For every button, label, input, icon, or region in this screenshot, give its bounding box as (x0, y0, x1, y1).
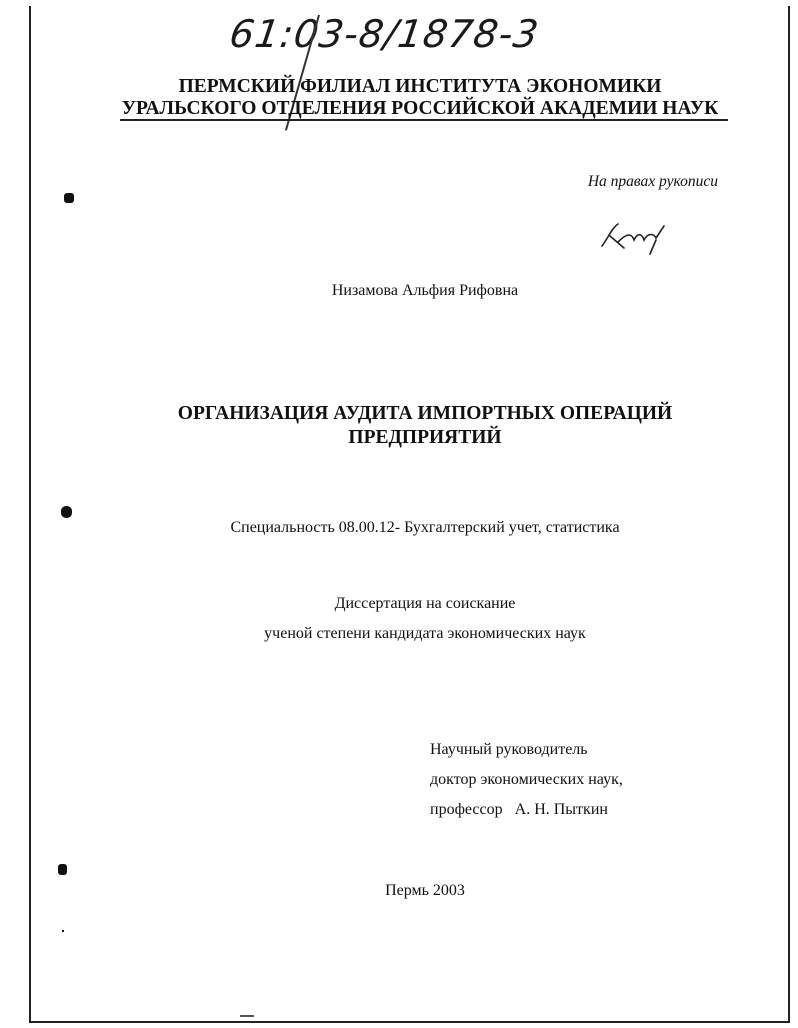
scan-mark (61, 506, 72, 518)
degree-statement (200, 589, 650, 649)
scan-mark (62, 930, 64, 932)
scan-mark (64, 193, 74, 203)
degree-line-2: ученой степени кандидата экономических наук (264, 625, 586, 642)
scan-mark (240, 1015, 254, 1017)
advisor-block (430, 735, 730, 825)
archive-number: 61:03-8/1878-3 (226, 12, 542, 56)
degree-line-1: Диссертация на соискание (334, 595, 516, 612)
advisor-position: профессор (430, 801, 503, 818)
dissertation-title (140, 402, 710, 450)
header-rule (120, 119, 728, 121)
manuscript-note: На правах рукописи (587, 173, 718, 190)
advisor-role: Научный руководитель (430, 741, 588, 758)
title-line-1: ОРГАНИЗАЦИЯ АУДИТА ИМПОРТНЫХ ОПЕРАЦИЙ (177, 403, 673, 424)
author-signature (598, 218, 670, 258)
city-year: Пермь 2003 (385, 882, 465, 899)
institution-header (110, 76, 730, 120)
institution-line-2: УРАЛЬСКОГО ОТДЕЛЕНИЯ РОССИЙСКОЙ АКАДЕМИИ НАУК (121, 98, 719, 119)
advisor-title-line (430, 795, 730, 825)
page-frame (29, 6, 790, 1023)
institution-line-1: ПЕРМСКИЙ ФИЛИАЛ ИНСТИТУТА ЭКОНОМИКИ (178, 76, 662, 97)
specialty: Специальность 08.00.12- Бухгалтерский учет, статистика (230, 519, 620, 536)
title-line-2: ПРЕДПРИЯТИЙ (348, 427, 502, 448)
author-name: Низамова Альфия Рифовна (331, 282, 519, 299)
scan-mark (58, 864, 67, 875)
advisor-name: А. Н. Пыткин (514, 801, 608, 818)
advisor-degree: доктор экономических наук, (430, 771, 623, 788)
